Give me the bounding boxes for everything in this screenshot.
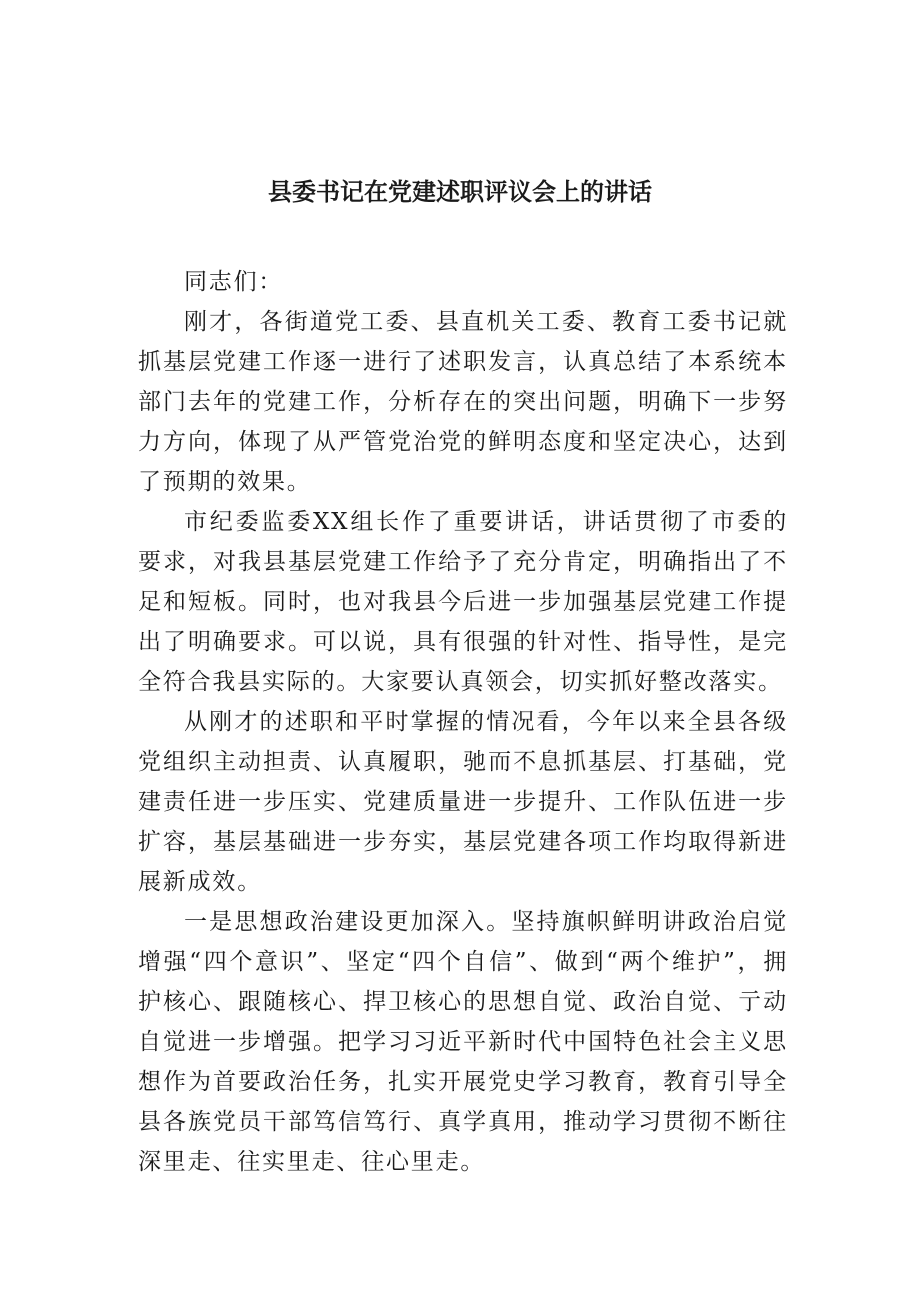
document-body	[138, 262, 788, 1182]
document-title: 县委书记在党建述职评议会上的讲话	[268, 178, 652, 206]
greeting: 同志们：	[184, 269, 284, 295]
paragraph-1: 刚才，各街道党工委、县直机关工委、教育工委书记就抓基层党建工作逐一进行了述职发言，认真总结了本系统本部门去年的党建工作，分析存在的突出问题，明确下一步努力方向，体现了从严管党治党的鲜明态度和坚定决心，达到了预期的效果。	[138, 309, 788, 495]
paragraph-2: 市纪委监委XX组长作了重要讲话，讲话贯彻了市委的要求，对我县基层党建工作给予了充分肯定，明确指出了不足和短板。同时，也对我县今后进一步加强基层党建工作提出了明确要求。可以说，具有很强的针对性、指导性，是完全符合我县实际的。大家要认真领会，切实抓好整改落实。	[138, 509, 788, 695]
paragraph-3: 从刚才的述职和平时掌握的情况看，今年以来全县各级党组织主动担责、认真履职，驰而不息抓基层、打基础，党建责任进一步压实、党建质量进一步提升、工作队伍进一步扩容，基层基础进一步夯实，基层党建各项工作均取得新进展新成效。	[138, 709, 788, 895]
paragraph-4: 一是思想政治建设更加深入。坚持旗帜鲜明讲政治启觉增强“四个意识”、坚定“四个自信”、做到“两个维护”，拥护核心、跟随核心、捍卫核心的思想自觉、政治自觉、亍动自觉进一步增强。把学习习近平新时代中国特色社会主义思想作为首要政治任务，扎实开展党史学习教育，教育引导全县各族党员干部笃信笃行、真学真用，推动学习贯彻不断往深里走、往实里走、往心里走。	[138, 909, 788, 1175]
